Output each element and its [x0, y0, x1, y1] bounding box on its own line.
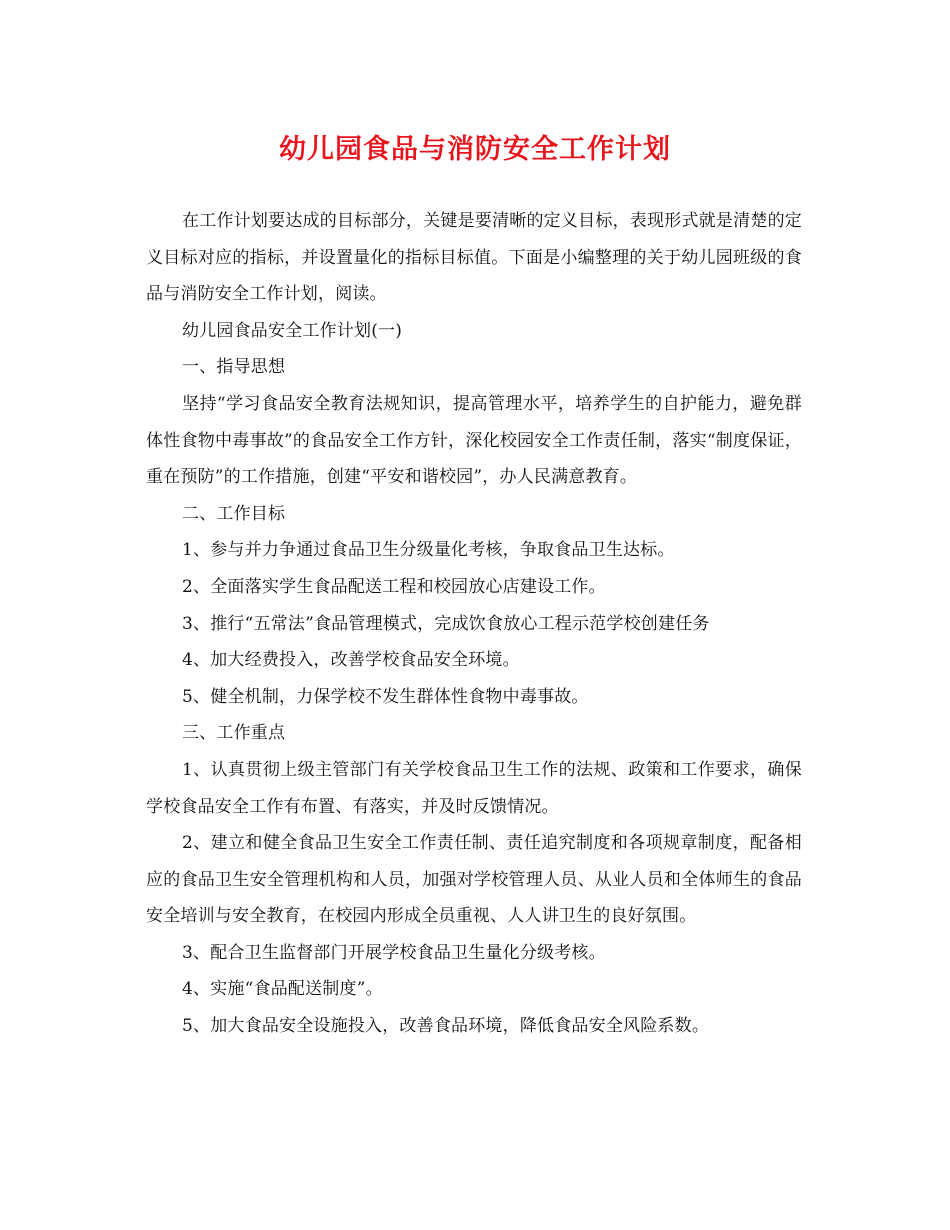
document-title: 幼儿园食品与消防安全工作计划 [279, 134, 671, 165]
list-item-goal-4: 4、加大经费投入，改善学校食品安全环境。 [182, 650, 520, 671]
list-item-goal-1: 1、参与并力争通过食品卫生分级量化考核，争取食品卫生达标。 [182, 540, 675, 561]
list-item-goal-3: 3、推行“五常法”食品管理模式，完成饮食放心工程示范学校创建任务 [182, 613, 710, 634]
list-item-focus-3: 3、配合卫生监督部门开展学校食品卫生量化分级考核。 [182, 942, 606, 963]
paragraph-intro: 在工作计划要达成的目标部分，关键是要清晰的定义目标，表现形式就是清楚的定义目标对应的指标，并设置量化的指标目标值。下面是小编整理的关于幼儿园班级的食品与消防安全工作计划，阅读。 [146, 211, 802, 305]
list-item-focus-2: 2、建立和健全食品卫生安全工作责任制、责任追究制度和各项规章制度，配备相应的食品卫生安全管理机构和人员，加强对学校管理人员、从业人员和全体师生的食品安全培训与安全教育，在校园内形成全员重视、人人讲卫生的良好氛围。 [146, 833, 802, 927]
list-item-goal-2: 2、全面落实学生食品配送工程和校园放心店建设工作。 [182, 576, 606, 597]
list-item-focus-5: 5、加大食品安全设施投入，改善食品环境，降低食品安全风险系数。 [182, 1016, 710, 1037]
section-heading-work-focus: 三、工作重点 [182, 723, 286, 744]
paragraph-plan-heading: 幼儿园食品安全工作计划(一) [182, 320, 403, 341]
section-heading-work-goals: 二、工作目标 [182, 503, 286, 524]
list-item-goal-5: 5、健全机制，力保学校不发生群体性食物中毒事故。 [182, 686, 589, 707]
list-item-focus-4: 4、实施“食品配送制度”。 [182, 979, 383, 1000]
paragraph-guiding-thought: 坚持“学习食品安全教育法规知识，提高管理水平，培养学生的自护能力，避免群体性食物中毒事故”的食品安全工作方针，深化校园安全工作责任制，落实“制度保证，重在预防”的工作措施，创建“平安和谐校园”，办人民满意教育。 [146, 393, 802, 488]
document-body [146, 203, 802, 1045]
section-heading-guiding-thought: 一、指导思想 [182, 357, 286, 378]
list-item-focus-1: 1、认真贯彻上级主管部门有关学校食品卫生工作的法规、政策和工作要求，确保学校食品安全工作有布置、有落实，并及时反馈情况。 [146, 759, 802, 817]
